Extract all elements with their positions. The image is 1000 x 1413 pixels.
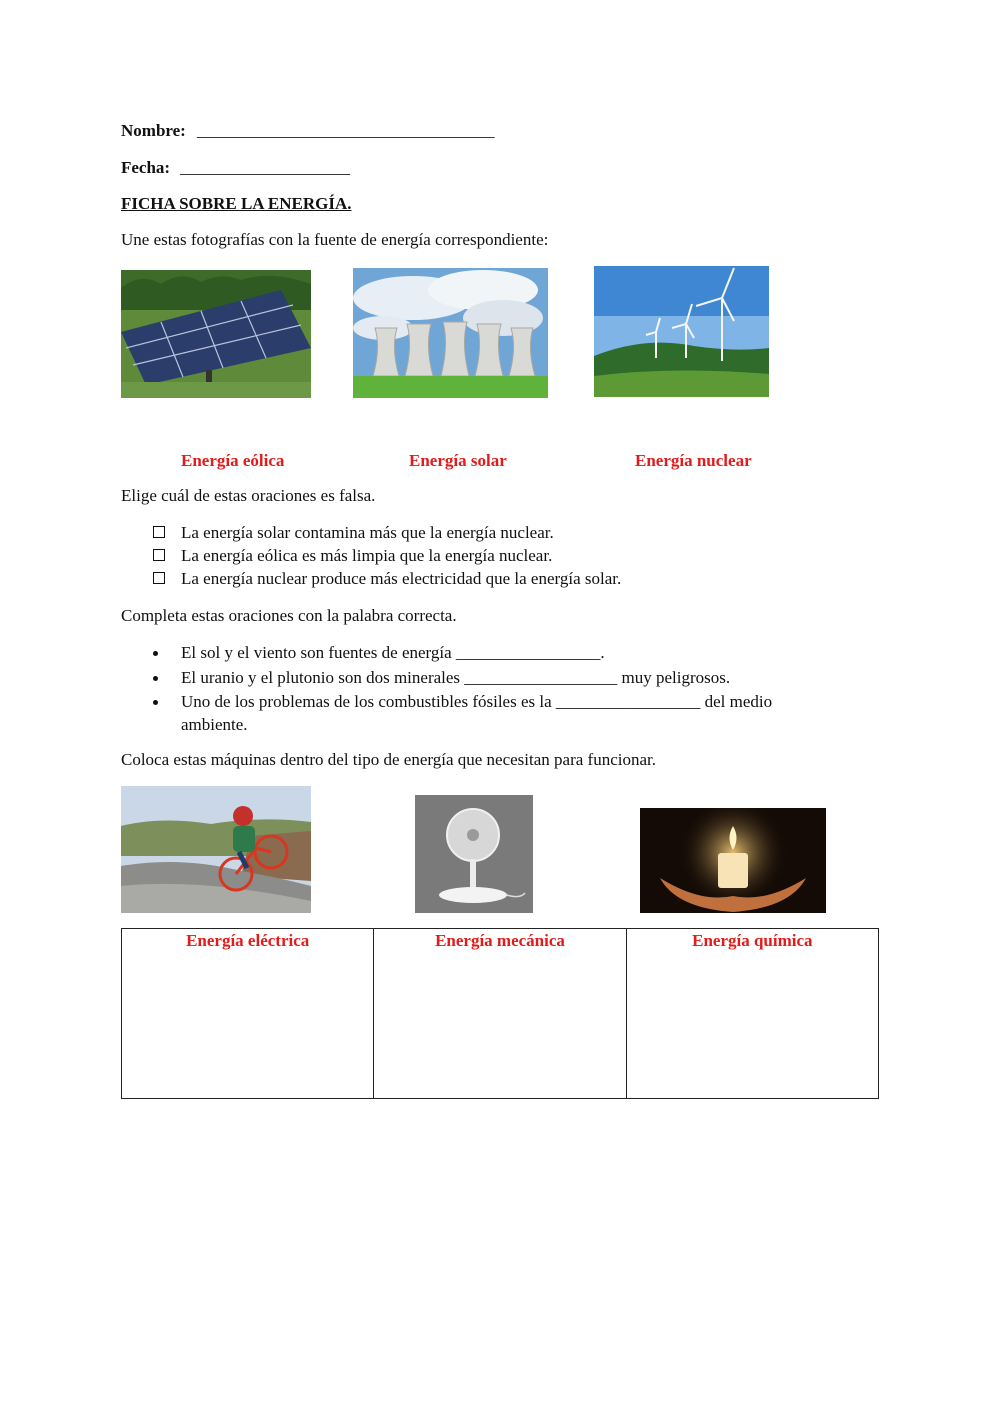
date-label: Fecha: xyxy=(121,158,171,177)
date-line[interactable]: ____________________ xyxy=(180,158,350,177)
column-header-quimica: Energía química xyxy=(692,931,813,950)
sentence-3[interactable]: Uno de los problemas de los combustibles fósiles es la _________________ del medio xyxy=(181,692,773,711)
column-header-electrica: Energía eléctrica xyxy=(186,931,310,950)
solar-panels-photo xyxy=(121,270,311,398)
checkbox-option-1[interactable] xyxy=(153,526,165,538)
sentence-3-continued: ambiente. xyxy=(181,715,248,734)
bullet-icon xyxy=(153,651,158,656)
column-header-mecanica: Energía mecánica xyxy=(435,931,565,950)
label-energia-nuclear[interactable]: Energía nuclear xyxy=(635,451,752,470)
checkbox-option-3[interactable] xyxy=(153,572,165,584)
classification-table xyxy=(121,928,879,1099)
column-energia-electrica[interactable] xyxy=(122,929,374,1099)
bullet-icon xyxy=(153,676,158,681)
section1-instruction: Une estas fotografías con la fuente de energía correspondiente: xyxy=(121,230,549,249)
section3-instruction: Completa estas oraciones con la palabra correcta. xyxy=(121,606,457,625)
bicycle-photo[interactable] xyxy=(121,786,311,913)
sentence-2[interactable]: El uranio y el plutonio son dos minerales __________________ muy peligrosos. xyxy=(181,668,731,687)
checkbox-option-2[interactable] xyxy=(153,549,165,561)
section2-instruction: Elige cuál de estas oraciones es falsa. xyxy=(121,486,376,505)
option-3-text: La energía nuclear produce más electricidad que la energía solar. xyxy=(181,569,622,588)
wind-turbines-photo xyxy=(594,266,769,397)
bullet-icon xyxy=(153,700,158,705)
option-1-text: La energía solar contamina más que la energía nuclear. xyxy=(181,523,554,542)
label-energia-eolica[interactable]: Energía eólica xyxy=(181,451,285,470)
candle-photo[interactable] xyxy=(640,808,826,913)
section4-instruction: Coloca estas máquinas dentro del tipo de energía que necesitan para funcionar. xyxy=(121,750,656,769)
electric-fan-photo[interactable] xyxy=(415,795,533,913)
name-line[interactable]: ___________________________________ xyxy=(197,121,495,140)
name-label: Nombre: xyxy=(121,121,186,140)
label-energia-solar[interactable]: Energía solar xyxy=(409,451,507,470)
page-title: FICHA SOBRE LA ENERGÍA. xyxy=(121,194,352,213)
nuclear-plant-photo xyxy=(353,268,548,398)
sentence-1[interactable]: El sol y el viento son fuentes de energía _________________. xyxy=(181,643,605,662)
column-energia-mecanica[interactable] xyxy=(374,929,626,1099)
column-energia-quimica[interactable] xyxy=(626,929,878,1099)
option-2-text: La energía eólica es más limpia que la energía nuclear. xyxy=(181,546,553,565)
